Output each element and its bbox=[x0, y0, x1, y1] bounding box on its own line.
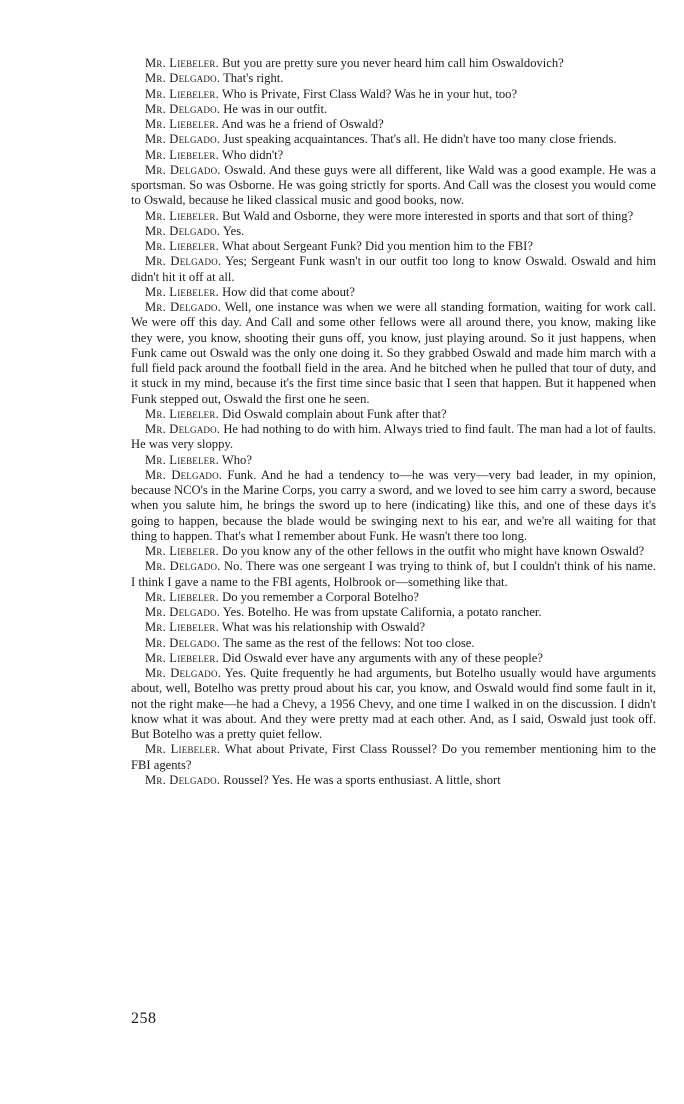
speaker-name: Mr. Delgado. bbox=[145, 467, 223, 482]
testimony-paragraph bbox=[131, 239, 656, 254]
testimony-paragraph bbox=[131, 590, 656, 605]
speaker-name: Mr. Liebeler. bbox=[145, 56, 219, 70]
paragraph-text: Yes. Botelho. He was from upstate California, a potato rancher. bbox=[222, 605, 542, 619]
speaker-name: Mr. Liebeler. bbox=[145, 86, 219, 101]
speaker-name: Mr. Liebeler. bbox=[145, 208, 219, 223]
paragraph-text: Just speaking acquaintances. That's all. He didn't have too many close friends. bbox=[223, 132, 617, 147]
speaker-name: Mr. Liebeler. bbox=[145, 544, 219, 558]
speaker-name: Mr. Delgado. bbox=[145, 300, 221, 314]
paragraph-text: Well, one instance was when we were all standing formation, waiting for work call. We were off this day. And Call and some other fellows were all around there, you know, making like they were, you know, shooting their guns off, you know, just playing around. So it just happens, when Funk came out Oswald was the only one doing it. So they grabbed Oswald and made him march with a full field pack around the football field in the area. And he bitched when he pulled that tour of duty, and it stuck in my mind, because it's the first time since basic that I seen that happen. But it happened when Funk stepped out, Oswald the first one he seen. bbox=[131, 300, 656, 406]
paragraph-text: How did that come about? bbox=[222, 284, 355, 299]
testimony-paragraph bbox=[131, 300, 656, 407]
testimony-paragraph bbox=[131, 56, 656, 71]
speaker-name: Mr. Liebeler. bbox=[145, 650, 219, 665]
speaker-name: Mr. Liebeler. bbox=[145, 239, 219, 253]
paragraph-text: Do you know any of the other fellows in the outfit who might have known Oswald? bbox=[222, 544, 645, 558]
paragraph-text: Oswald. And these guys were all different, like Wald was a good example. He was a sportsman. So was Osborne. He was going strictly for sports. And Call was the closest you would come to Oswald, because he liked classical music and good books, now. bbox=[131, 162, 657, 208]
testimony-paragraph bbox=[131, 422, 656, 453]
testimony-paragraph bbox=[131, 742, 656, 773]
paragraph-text: Did Oswald ever have any arguments with any of these people? bbox=[222, 650, 543, 665]
paragraph-text: What about Sergeant Funk? Did you mention him to the FBI? bbox=[221, 239, 533, 253]
speaker-name: Mr. Delgado. bbox=[145, 71, 221, 86]
paragraph-text: Did Oswald complain about Funk after that? bbox=[222, 406, 447, 421]
paragraph-text: Funk. And he had a tendency to—he was very—very bad leader, in my opinion, because NCO's in the Marine Corps, you carry a sword, and we loved to see him carry a sword, because when you salute him, he brings the sword up to here (indicating) like this, and one of these days it's going to happen, because the blade would be swinging next to his ear, and we're all waiting for that thing to happen. That's what I remember about Funk. He wasn't there too long. bbox=[131, 467, 656, 543]
speaker-name: Mr. Liebeler. bbox=[145, 742, 221, 757]
page-number: 258 bbox=[131, 1010, 157, 1027]
speaker-name: Mr. Delgado. bbox=[145, 422, 221, 436]
paragraph-text: That's right. bbox=[223, 71, 284, 86]
speaker-name: Mr. Delgado. bbox=[145, 101, 221, 116]
paragraph-text: No. There was one sergeant I was trying to think of, but I couldn't think of his name. I think I gave a name to the FBI agents, Holbrook or—something like that. bbox=[131, 559, 657, 589]
testimony-paragraph bbox=[131, 544, 656, 559]
paragraph-text: Do you remember a Corporal Botelho? bbox=[222, 589, 419, 604]
testimony-paragraph bbox=[131, 468, 656, 544]
testimony-paragraph bbox=[131, 620, 656, 635]
paragraph-text: He was in our outfit. bbox=[223, 101, 328, 116]
speaker-name: Mr. Delgado. bbox=[145, 772, 221, 787]
speaker-name: Mr. Liebeler. bbox=[145, 620, 219, 635]
testimony-paragraph bbox=[131, 148, 656, 163]
testimony-paragraph bbox=[131, 254, 656, 285]
testimony-paragraph bbox=[131, 773, 656, 788]
speaker-name: Mr. Liebeler. bbox=[145, 117, 219, 131]
testimony-paragraph bbox=[131, 453, 656, 468]
speaker-name: Mr. Delgado. bbox=[145, 132, 221, 147]
testimony-paragraph bbox=[131, 407, 656, 422]
testimony-paragraph bbox=[131, 117, 656, 132]
paragraph-text: Roussel? Yes. He was a sports enthusiast. A little, short bbox=[223, 772, 501, 787]
paragraph-text: Yes. bbox=[222, 223, 245, 238]
testimony-paragraph bbox=[131, 651, 656, 666]
testimony-paragraph bbox=[131, 163, 656, 209]
testimony-paragraph bbox=[131, 636, 656, 651]
speaker-name: Mr. Delgado. bbox=[145, 666, 222, 680]
paragraph-text: What about Private, First Class Roussel? Do you remember mentioning him to the FBI agents? bbox=[131, 742, 657, 772]
testimony-paragraph bbox=[131, 102, 656, 117]
speaker-name: Mr. Liebeler. bbox=[145, 147, 219, 162]
testimony-text bbox=[131, 56, 656, 788]
speaker-name: Mr. Delgado. bbox=[145, 162, 221, 177]
speaker-name: Mr. Delgado. bbox=[145, 254, 222, 269]
paragraph-text: He had nothing to do with him. Always tried to find fault. The man had a lot of faults. He was very sloppy. bbox=[131, 422, 656, 452]
paragraph-text: But Wald and Osborne, they were more interested in sports and that sort of thing? bbox=[222, 208, 634, 223]
paragraph-text: The same as the rest of the fellows: Not too close. bbox=[223, 635, 475, 650]
speaker-name: Mr. Liebeler. bbox=[145, 589, 219, 604]
speaker-name: Mr. Delgado. bbox=[145, 635, 221, 650]
speaker-name: Mr. Delgado. bbox=[145, 223, 221, 238]
testimony-paragraph bbox=[131, 285, 656, 300]
speaker-name: Mr. Delgado. bbox=[145, 559, 221, 574]
paragraph-text: And was he a friend of Oswald? bbox=[221, 117, 384, 131]
paragraph-text: But you are pretty sure you never heard him call him Oswaldovich? bbox=[222, 56, 564, 70]
testimony-paragraph bbox=[131, 209, 656, 224]
speaker-name: Mr. Liebeler. bbox=[145, 406, 219, 421]
testimony-paragraph bbox=[131, 559, 656, 590]
speaker-name: Mr. Liebeler. bbox=[145, 284, 219, 299]
paragraph-text: Yes; Sergeant Funk wasn't in our outfit too long to know Oswald. Oswald and him didn't hit it off at all. bbox=[131, 254, 657, 284]
testimony-paragraph bbox=[131, 224, 656, 239]
paragraph-text: Yes. Quite frequently he had arguments, but Botelho usually would have arguments about, well, Botelho was pretty proud about his car, you know, and Oswald would find some fault in it, not the right make—he had a Chevy, a 1956 Chevy, and one time I walked in on the discussion. I didn't know what it was about. And they were pretty mad at each other. And, as I said, Oswald just took off. But Botelho was a pretty quiet fellow. bbox=[131, 666, 656, 741]
speaker-name: Mr. Delgado. bbox=[145, 605, 221, 619]
paragraph-text: Who didn't? bbox=[221, 147, 284, 162]
paragraph-text: Who is Private, First Class Wald? Was he in your hut, too? bbox=[221, 86, 518, 101]
testimony-paragraph bbox=[131, 87, 656, 102]
paragraph-text: Who? bbox=[221, 452, 252, 467]
testimony-paragraph bbox=[131, 666, 656, 742]
testimony-paragraph bbox=[131, 132, 656, 147]
speaker-name: Mr. Liebeler. bbox=[145, 452, 219, 467]
testimony-paragraph bbox=[131, 605, 656, 620]
paragraph-text: What was his relationship with Oswald? bbox=[221, 620, 426, 635]
testimony-paragraph bbox=[131, 71, 656, 86]
